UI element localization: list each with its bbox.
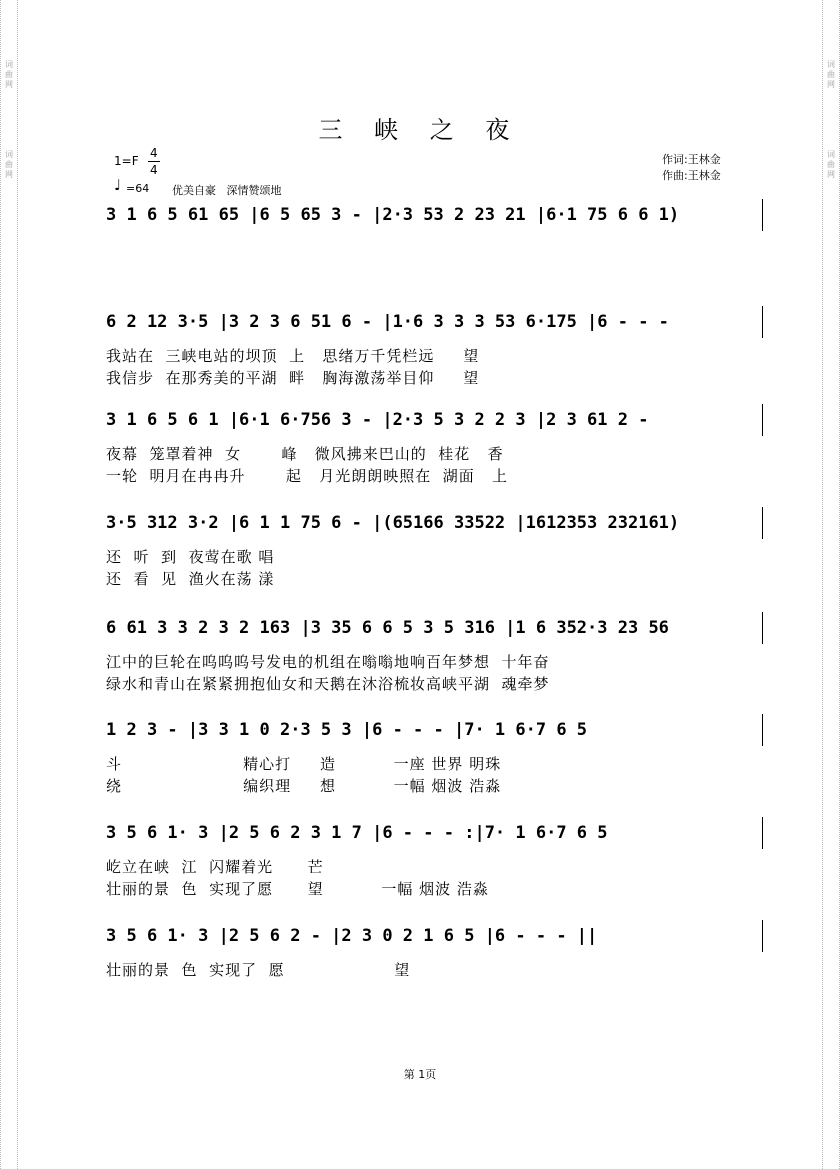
watermark-char: 网 [5,170,13,179]
watermark-char: 网 [827,80,835,89]
lyric-line: 我信步 在那秀美的平湖 畔 胸海激荡举目仰 望 [106,369,480,387]
lyric-line: 屹立在峡 江 闪耀着光 芒 [106,858,324,876]
notation-line: 3·5 312 3·2 |6 1 1 75 6 - |(65166 33522 |1612353 232161) [106,513,680,533]
right-watermark-strip [822,0,840,1169]
quarter-note-icon: ♩ [114,176,122,194]
barline [762,920,763,952]
watermark-char: 曲 [5,70,13,79]
watermark-char: 曲 [827,160,835,169]
left-watermark-strip [0,0,18,1169]
song-title: 三 峡 之 夜 [318,116,522,144]
time-denominator: 4 [150,163,158,177]
notation-line: 3 5 6 1· 3 |2 5 6 2 3 1 7 |6 - - - :|7· 1 6·7 6 5 [106,823,608,843]
barline [762,306,763,338]
notation-line: 3 5 6 1· 3 |2 5 6 2 - |2 3 0 2 1 6 5 |6 - - - || [106,926,598,946]
notation-line: 6 2 12 3·5 |3 2 3 6 51 6 - |1·6 3 3 3 53 6·175 |6 - - - [106,312,669,332]
lyric-line: 绕 编织理 想 一幅 烟波 浩淼 [106,777,502,795]
composer: 作曲:王林金 [662,169,721,182]
barline [762,612,763,644]
watermark-char: 网 [5,80,13,89]
credits [662,152,721,184]
watermark-char: 词 [5,60,13,69]
barline [762,404,763,436]
lyric-line: 江中的巨轮在呜呜呜号发电的机组在嗡嗡地响百年梦想 十年奋 [106,653,550,671]
lyric-line: 还 听 到 夜莺在歌 唱 [106,548,275,566]
notation-line: 3 1 6 5 6 1 |6·1 6·756 3 - |2·3 5 3 2 2 3 |2 3 61 2 - [106,410,649,430]
watermark-char: 网 [827,170,835,179]
barline [762,507,763,539]
notation-line: 6 61 3 3 2 3 2 163 |3 35 6 6 5 3 5 316 |1 6 352·3 23 56 [106,618,669,638]
lyric-line: 还 看 见 渔火在荡 漾 [106,570,275,588]
tempo-mark: =64 [126,182,150,195]
time-divider [148,161,160,162]
lyricist: 作词:王林金 [662,153,721,166]
watermark-char: 词 [827,150,835,159]
barline [762,199,763,231]
lyric-line: 绿水和青山在紧紧拥抱仙女和天鹅在沐浴梳妆高峡平湖 魂牵梦 [106,675,550,693]
key-signature: 1=F [114,154,139,168]
notation-line: 1 2 3 - |3 3 1 0 2·3 5 3 |6 - - - |7· 1 6·7 6 5 [106,720,588,740]
watermark-char: 曲 [827,70,835,79]
watermark-char: 词 [5,150,13,159]
lyric-line: 夜幕 笼罩着神 女 峰 微风拂来巴山的 桂花 香 [106,445,504,463]
lyric-line: 一轮 明月在冉冉升 起 月光朗朗映照在 湖面 上 [106,467,509,485]
barline [762,817,763,849]
time-numerator: 4 [150,146,158,160]
lyric-line: 壮丽的景 色 实现了愿 望 一幅 烟波 浩淼 [106,880,489,898]
expression-mark: 优美自豪 深情赞颂地 [172,184,282,197]
barline [762,714,763,746]
watermark-char: 词 [827,60,835,69]
watermark-char: 曲 [5,160,13,169]
page-number: 第 1页 [403,1068,437,1081]
lyric-line: 壮丽的景 色 实现了 愿 望 [106,961,411,979]
notation-line: 3 1 6 5 61 65 |6 5 65 3 - |2·3 53 2 23 21 |6·1 75 6 6 1) [106,205,680,225]
lyric-line: 我站在 三峡电站的坝顶 上 思绪万千凭栏远 望 [106,347,480,365]
lyric-line: 斗 精心打 造 一座 世界 明珠 [106,755,502,773]
